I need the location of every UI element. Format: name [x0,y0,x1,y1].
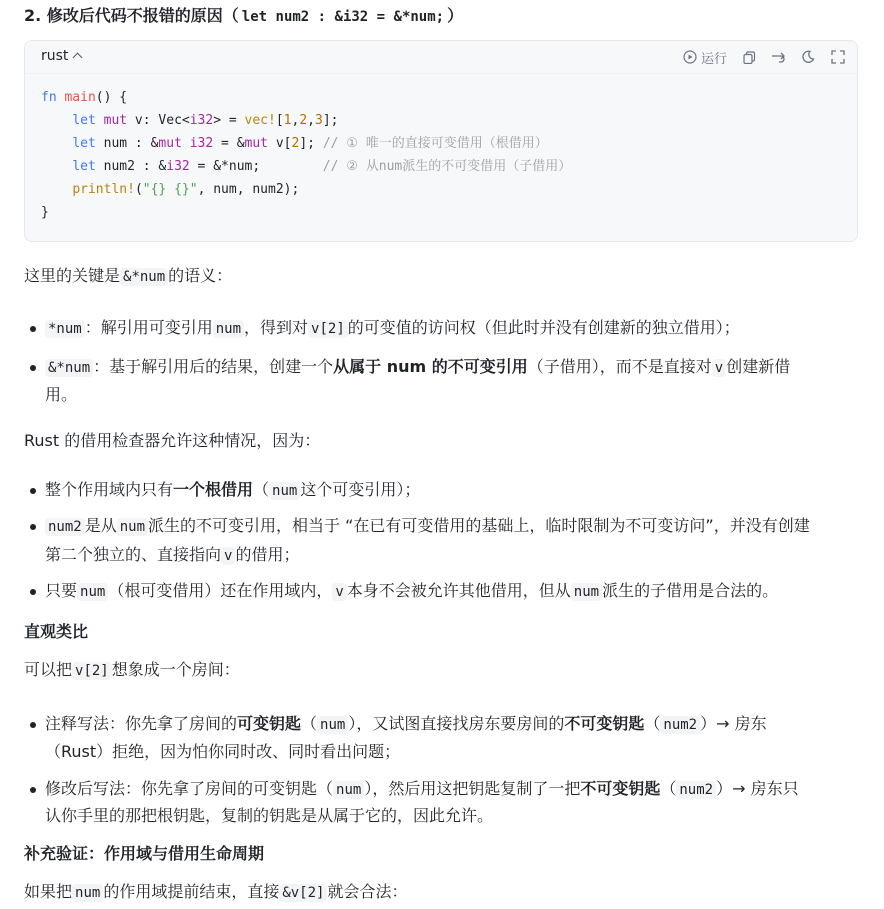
heading-analogy: 直观类比 [24,622,89,641]
list-item: 注释写法：你先拿了房间的可变钥匙（ num ），又试图直接找房东要房间的不可变钥匙（ num2 ）→ 房东 [45,714,767,733]
chevron-up-icon [73,53,83,63]
expand-icon[interactable] [831,50,845,64]
code-line-3: let num : &mut i32 = &mut v[2]; // ① 唯一的直接可变借用（根借用） [72,136,548,151]
bullet-dot [30,326,36,332]
theme-icon[interactable] [801,50,815,64]
run-button[interactable]: 运行 [701,52,728,67]
play-icon[interactable] [683,50,697,64]
bullet-dot [30,524,36,530]
bullet-dot [30,365,36,371]
section-title: 2. 修改后代码不报错的原因（ let num2 : &i32 = &*num; ） [24,6,464,25]
list-item-continued: 第二个独立的、直接指向 v 的借用； [45,545,300,564]
bullet-dot [30,488,36,494]
list-item: *num ：解引用可变引用 num ，得到对 v[2] 的可变值的访问权（但此时并没有创建新的独立借用）； [45,316,740,341]
list-item-continued: （Rust）拒绝，因为怕你同时改、同时看出问题； [45,742,401,761]
code-block [24,40,858,242]
code-line-1: fn main() { [41,90,128,105]
bullet-dot [30,787,36,793]
section-title-code: let num2 : &i32 = &*num; [241,9,445,25]
paragraph-borrow-checker: Rust 的借用检查器允许这种情况，因为： [24,431,321,450]
copy-icon[interactable] [743,51,756,64]
list-item-continued: 认你手里的那把根钥匙，复制的钥匙是从属于它的，因此允许。 [45,806,494,825]
code-toolbar [25,41,857,74]
code-line-5: println!("{} {}", num, num2); [72,182,300,197]
wrap-icon[interactable] [771,50,786,64]
list-item-continued: 用。 [45,385,78,404]
list-item: &*num ：基于解引用后的结果，创建一个从属于 num 的不可变引用（子借用），而不是直接对 v 创建新借 [45,355,790,380]
list-item: 只要 num （根可变借用）还在作用域内， v 本身不会被允许其他借用，但从 num 派生的子借用是合法的。 [45,581,779,600]
list-item: 修改后写法：你先拿了房间的可变钥匙（ num ），然后用这把钥匙复制了一把不可变钥匙（ num2 ）→ 房东只 [45,779,799,798]
list-item: num2 是从 num 派生的不可变引用，相当于 “在已有可变借用的基础上，临时限制为不可变访问”，并没有创建 [45,514,810,539]
code-line-4: let num2 : &i32 = &*num; // ② 从num派生的不可变借用（子借用） [72,159,572,174]
heading-supplement: 补充验证：作用域与借用生命周期 [24,844,265,863]
paragraph-room: 可以把 v[2] 想象成一个房间： [24,660,240,679]
bullet-dot [30,589,36,595]
bullet-dot [30,722,36,728]
list-item: 整个作用域内只有一个根借用（ num 这个可变引用）； [45,480,421,499]
code-line-6: } [41,205,49,220]
language-toggle[interactable]: rust [41,48,81,64]
paragraph-key-semantics: 这里的关键是 &*num 的语义： [24,266,233,285]
code-line-2: let mut v: Vec<i32> = vec![1,2,3]; [72,113,339,128]
paragraph-scope: 如果把 num 的作用域提前结束，直接 &v[2] 就会合法： [24,882,408,901]
